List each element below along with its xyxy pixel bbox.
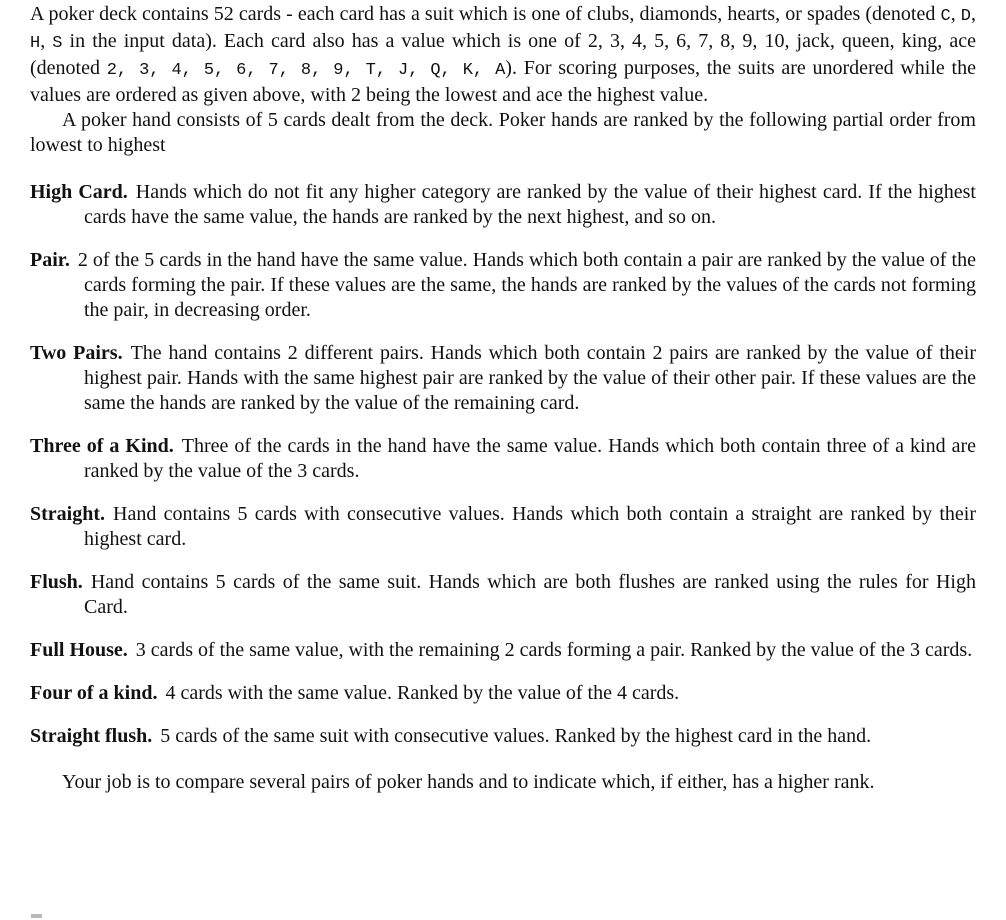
text-run: , <box>40 30 53 52</box>
text-run: , <box>971 3 976 25</box>
ranking-term: Straight. <box>30 503 105 525</box>
code-token: S <box>52 34 63 53</box>
hand-rankings-list <box>30 180 976 749</box>
ranking-item-straight <box>30 502 976 552</box>
ranking-item-flush <box>30 570 976 620</box>
ranking-item-full-house <box>30 638 976 663</box>
ranking-term: Straight flush. <box>30 725 153 747</box>
ranking-item-straight-flush <box>30 724 976 749</box>
ranking-description: 5 cards of the same suit with consecutive values. Ranked by the highest card in the hand. <box>160 725 872 747</box>
ranking-term: Two Pairs. <box>30 342 123 364</box>
ranking-item-high-card <box>30 180 976 230</box>
code-token: H <box>30 34 41 53</box>
code-token: D <box>960 7 971 26</box>
ranking-term: Four of a kind. <box>30 682 158 704</box>
ranking-term: High Card. <box>30 181 128 203</box>
ranking-term: Full House. <box>30 639 128 661</box>
ranking-description: The hand contains 2 different pairs. Hands which both contain 2 pairs are ranked by the value of their highest pair. Hands with the same highest pair are ranked by the value of their other pair. If these values are the same the hands are ranked by the value of the remaining card. <box>84 342 977 414</box>
text-run: in the input data). Each card also has a value which is one of 2, 3, 4, 5, 6, 7, 8, 9, 10, jack, queen, king, ace (denoted <box>30 30 977 79</box>
text-run: ). For scoring purposes, the suits are unordered while the values are ordered as given above, with 2 being the lowest and ace the highest value. <box>30 57 976 106</box>
intro-paragraph-hand: A poker hand consists of 5 cards dealt from the deck. Poker hands are ranked by the following partial order from lowest to highest <box>30 109 976 156</box>
ranking-description: Hand contains 5 cards of the same suit. Hands which are both flushes are ranked using the rules for High Card. <box>84 571 976 618</box>
ranking-term: Flush. <box>30 571 83 593</box>
task-paragraph: Your job is to compare several pairs of poker hands and to indicate which, if either, has a higher rank. <box>62 771 875 793</box>
ranking-description: 2 of the 5 cards in the hand have the same value. Hands which both contain a pair are ranked by the value of the cards forming the pair. If these values are the same, the hands are ranked by the values of the cards not forming the pair, in decreasing order. <box>77 249 976 321</box>
ranking-description: Hand contains 5 cards with consecutive values. Hands which both contain a straight are ranked by their highest card. <box>84 503 976 550</box>
ranking-description: Hands which do not fit any higher category are ranked by the value of their highest card. If the highest cards have the same value, the hands are ranked by the next highest, and so on. <box>84 181 976 228</box>
ranking-item-two-pairs <box>30 341 976 416</box>
cutoff-section-heading-fragment <box>31 914 42 918</box>
intro-paragraph-deck <box>30 2 976 108</box>
ranking-term: Pair. <box>30 249 70 271</box>
ranking-description: Three of the cards in the hand have the same value. Hands which both contain three of a kind are ranked by the value of the 3 cards. <box>84 435 976 482</box>
code-token: 2, 3, 4, 5, 6, 7, 8, 9, T, J, Q, K, A <box>106 61 506 80</box>
ranking-description: 3 cards of the same value, with the remaining 2 cards forming a pair. Ranked by the value of the 3 cards. <box>135 639 973 661</box>
text-run: , <box>950 3 961 25</box>
ranking-item-four-of-a-kind <box>30 681 976 706</box>
text-run: A poker deck contains 52 cards - each card has a suit which is one of clubs, diamonds, hearts, or spades (denoted <box>30 3 941 25</box>
ranking-description: 4 cards with the same value. Ranked by the value of the 4 cards. <box>165 682 680 704</box>
ranking-term: Three of a Kind. <box>30 435 174 457</box>
code-token: C <box>940 7 951 26</box>
ranking-item-pair <box>30 248 976 323</box>
ranking-item-three-of-a-kind <box>30 434 976 484</box>
